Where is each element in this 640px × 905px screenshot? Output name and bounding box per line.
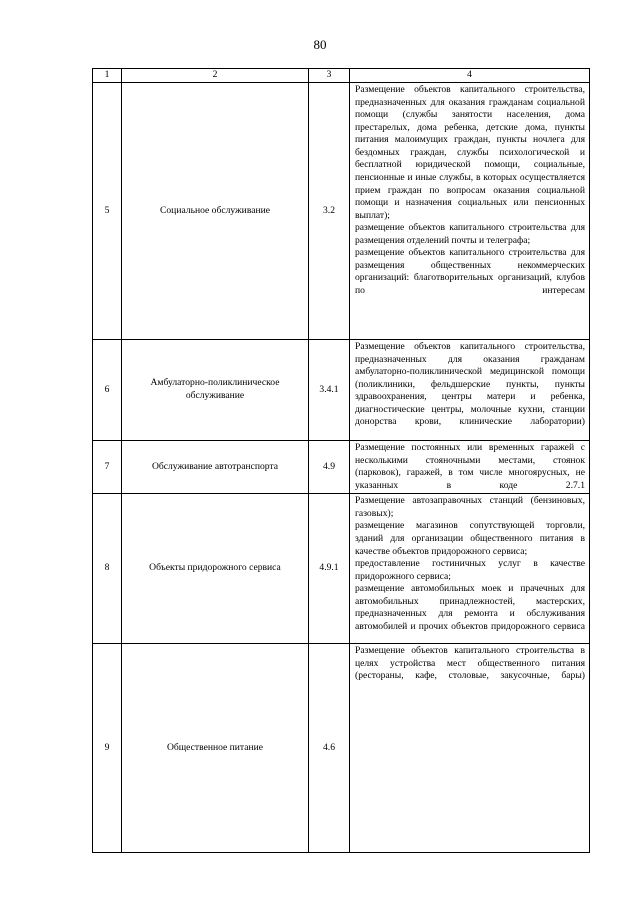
- table-row: [93, 83, 590, 340]
- row-number: 9: [93, 644, 122, 853]
- use-type-name: Общественное питание: [122, 644, 309, 853]
- column-number: 2: [122, 69, 309, 83]
- use-type-code: 3.2: [309, 83, 350, 340]
- row-number: 5: [93, 83, 122, 340]
- page-number: 80: [313, 37, 327, 52]
- description-paragraph: Размещение постоянных или временных гаражей с несколькими стояночными местами, стоянок (парковок), гаражей, в том числе многоярусных, не указанных в коде 2.7.1: [355, 442, 585, 491]
- use-description: [350, 83, 590, 340]
- description-paragraph: Размещение автозаправочных станций (бензиновых, газовых);: [355, 495, 585, 519]
- use-type-name: Амбулаторно-поликлиническое обслуживание: [122, 340, 309, 441]
- use-type-code: 4.9.1: [309, 494, 350, 644]
- table-row: [93, 644, 590, 853]
- description-paragraph: размещение магазинов сопутствующей торговли, зданий для организации общественного питания в качестве объектов придорожного сервиса;: [355, 520, 585, 557]
- row-number: 6: [93, 340, 122, 441]
- table-row: [93, 494, 590, 644]
- use-type-name: Социальное обслуживание: [122, 83, 309, 340]
- description-paragraph: Размещение объектов капитального строительства в целях устройства мест общественного питания (рестораны, кафе, столовые, закусочные, бары): [355, 645, 585, 682]
- use-description: [350, 494, 590, 644]
- permitted-use-table: [92, 68, 590, 853]
- use-type-name: Обслуживание автотранспорта: [122, 441, 309, 494]
- use-description: [350, 644, 590, 853]
- description-paragraph: размещение объектов капитального строительства для размещения отделений почты и телеграфа;: [355, 222, 585, 246]
- use-type-code: 3.4.1: [309, 340, 350, 441]
- use-description: [350, 340, 590, 441]
- column-number: 1: [93, 69, 122, 83]
- description-paragraph: Размещение объектов капитального строительства, предназначенных для оказания гражданам амбулаторно-поликлинической медицинской помощи (поликлиники, фельдшерские пункты, пункты здравоохранения, центры матери и ребенка, диагностические центры, молочные кухни, станции донорства крови, клинические лаборатории): [355, 341, 585, 428]
- use-type-name: Объекты придорожного сервиса: [122, 494, 309, 644]
- table-row: [93, 441, 590, 494]
- column-number: 3: [309, 69, 350, 83]
- description-paragraph: размещение автомобильных моек и прачечных для автомобильных принадлежностей, мастерских, предназначенных для ремонта и обслуживания автомобилей и прочих объектов придорожного сервиса: [355, 583, 585, 632]
- column-number-row: [93, 69, 590, 83]
- use-type-code: 4.9: [309, 441, 350, 494]
- description-paragraph: размещение объектов капитального строительства для размещения общественных некоммерческих организаций: благотворительных организаций, клубов по интересам: [355, 247, 585, 296]
- row-number: 8: [93, 494, 122, 644]
- description-paragraph: предоставление гостиничных услуг в качестве придорожного сервиса;: [355, 558, 585, 582]
- use-type-code: 4.6: [309, 644, 350, 853]
- row-number: 7: [93, 441, 122, 494]
- column-number: 4: [350, 69, 590, 83]
- use-description: [350, 441, 590, 494]
- description-paragraph: Размещение объектов капитального строительства, предназначенных для оказания гражданам социальной помощи (службы занятости населения, дома престарелых, дома ребенка, детские дома, пункты питания малоимущих граждан, пункты ночлега для бездомных граждан, службы психологической и бесплатной юридической помощи, социальные, пенсионные и иные службы, в которых осуществляется прием граждан по вопросам оказания социальной помощи и назначения социальных или пенсионных выплат);: [355, 84, 585, 221]
- table-row: [93, 340, 590, 441]
